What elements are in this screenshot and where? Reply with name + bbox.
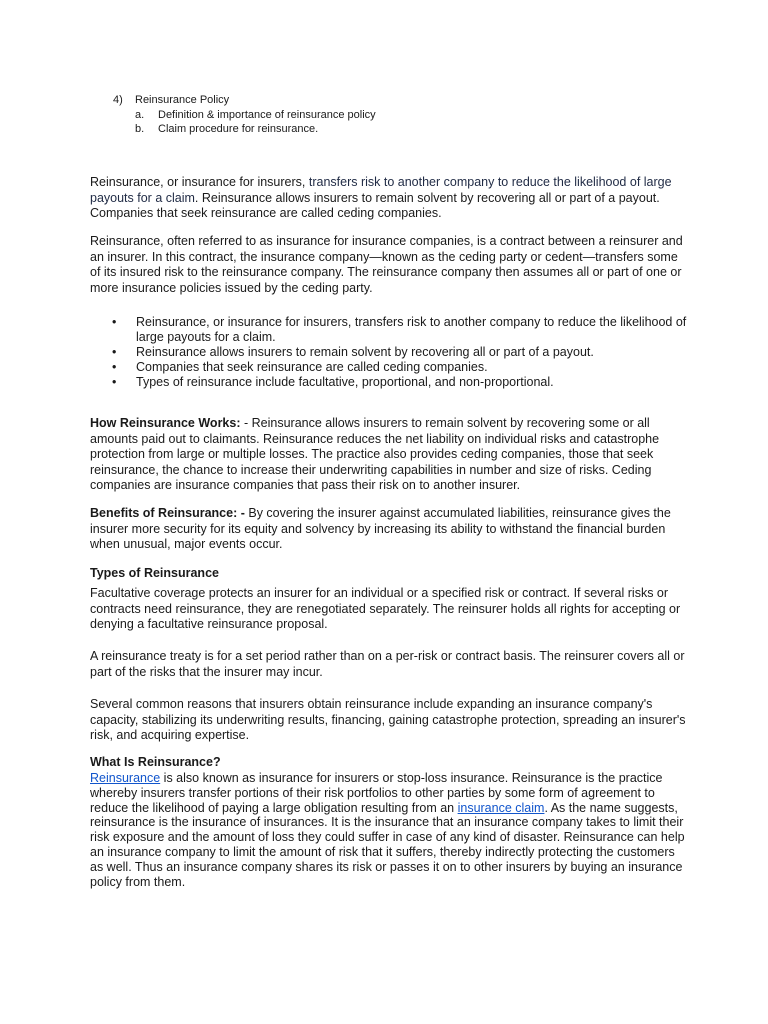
- outline-sub-text: Definition & importance of reinsurance policy: [158, 108, 376, 121]
- what-is-text-2: . As the name suggests, reinsurance is the insurance of insurances. It is the insurance that an insurance company takes to limit their risk exposure and the amount of loss they could suffer in case of any kind of disaster. Reinsurance can help an insurance company to limit the amount of risk that it suffers, thereby indirectly protecting the customers as well. Thus an insurance company shares its risk or passes it on to other insurers by buying an insurance policy from them.: [90, 800, 685, 889]
- how-works-paragraph: [90, 416, 690, 494]
- what-is-text-1: is also known as insurance for insurers or stop-loss insurance. Reinsurance is the practice whereby insurers transfer portions of their risk portfolios to other parties by some form of agreement to reduce the likelihood of paying a large obligation resulting from an: [90, 771, 663, 815]
- how-works-heading: How Reinsurance Works:: [90, 416, 241, 430]
- types-heading: Types of Reinsurance: [90, 566, 219, 580]
- what-is-heading: What Is Reinsurance?: [90, 755, 221, 769]
- treaty-paragraph: A reinsurance treaty is for a set period rather than on a per-risk or contract basis. The reinsurer covers all or part of the risks that the insurer may incur.: [90, 649, 685, 679]
- how-works-text: - Reinsurance allows insurers to remain solvent by recovering some or all amounts paid out to claimants. Reinsurance reduces the net liability on individual risks and catastrophe protection from large or multiple losses. The practice also provides ceding companies, those that seek reinsurance, the chance to increase their underwriting capabilities in number and size of risks. Ceding companies are insurance companies that pass their risk on to another insurer.: [90, 416, 660, 493]
- insurance-claim-link[interactable]: insurance claim: [457, 800, 545, 815]
- outline-sub-letter: a.: [135, 108, 145, 121]
- reinsurance-link[interactable]: Reinsurance: [90, 771, 161, 785]
- definition-paragraph: Reinsurance, often referred to as insurance for insurance companies, is a contract between a reinsurer and an insurer. In this contract, the insurance company—known as the ceding party or cedent—transfers some of its insured risk to the reinsurance company. The reinsurance company then assumes all or part of one or more insurance policies issued by the ceding party.: [90, 234, 683, 295]
- key-points-list: [90, 315, 690, 390]
- benefits-text: By covering the insurer against accumulated liabilities, reinsurance gives the insurer more security for its equity and solvency by increasing its ability to withstand the financial burden when unusual, major events occur.: [90, 506, 671, 552]
- outline-sub-letter: b.: [135, 123, 145, 135]
- benefits-heading: Benefits of Reinsurance: -: [90, 506, 245, 520]
- facultative-paragraph: Facultative coverage protects an insurer for an individual or a specified risk or contract. If several risks or contracts need reinsurance, they are renegotiated separately. The reinsurer holds all rights for accepting or denying a facultative reinsurance proposal.: [90, 586, 681, 632]
- outline-number: 4): [113, 94, 123, 106]
- outline-sub-text: Claim procedure for reinsurance.: [158, 123, 319, 135]
- outline-title: Reinsurance Policy: [135, 94, 230, 106]
- outline-subitem: [113, 122, 376, 137]
- outline-subitem: [113, 108, 376, 123]
- intro-lead: Reinsurance, or insurance for insurers,: [90, 175, 309, 189]
- list-item: • Types of reinsurance include facultative, proportional, and non-proportional.: [90, 375, 690, 390]
- intro-rest: . Reinsurance allows insurers to remain solvent by recovering all or part of a payout. Companies that seek reinsurance are called ceding companies.: [90, 190, 660, 221]
- intro-paragraph: [90, 175, 690, 222]
- intro-highlight: transfers risk to another company to reduce the likelihood of large payouts for a claim: [90, 175, 672, 205]
- outline-list: [113, 93, 376, 137]
- list-item: • Companies that seek reinsurance are called ceding companies.: [90, 360, 690, 375]
- list-item: • Reinsurance allows insurers to remain solvent by recovering all or part of a payout.: [90, 345, 690, 360]
- reasons-paragraph: Several common reasons that insurers obtain reinsurance include expanding an insurance company's capacity, stabilizing its underwriting results, financing, gaining catastrophe protection, spreading an insurer's risk, and acquiring expertise.: [90, 697, 686, 743]
- list-item: • Reinsurance, or insurance for insurers, transfers risk to another company to reduce the likelihood of large payouts for a claim.: [90, 315, 690, 345]
- what-is-paragraph: [90, 771, 690, 889]
- outline-item: [113, 93, 376, 108]
- benefits-paragraph: [90, 506, 690, 553]
